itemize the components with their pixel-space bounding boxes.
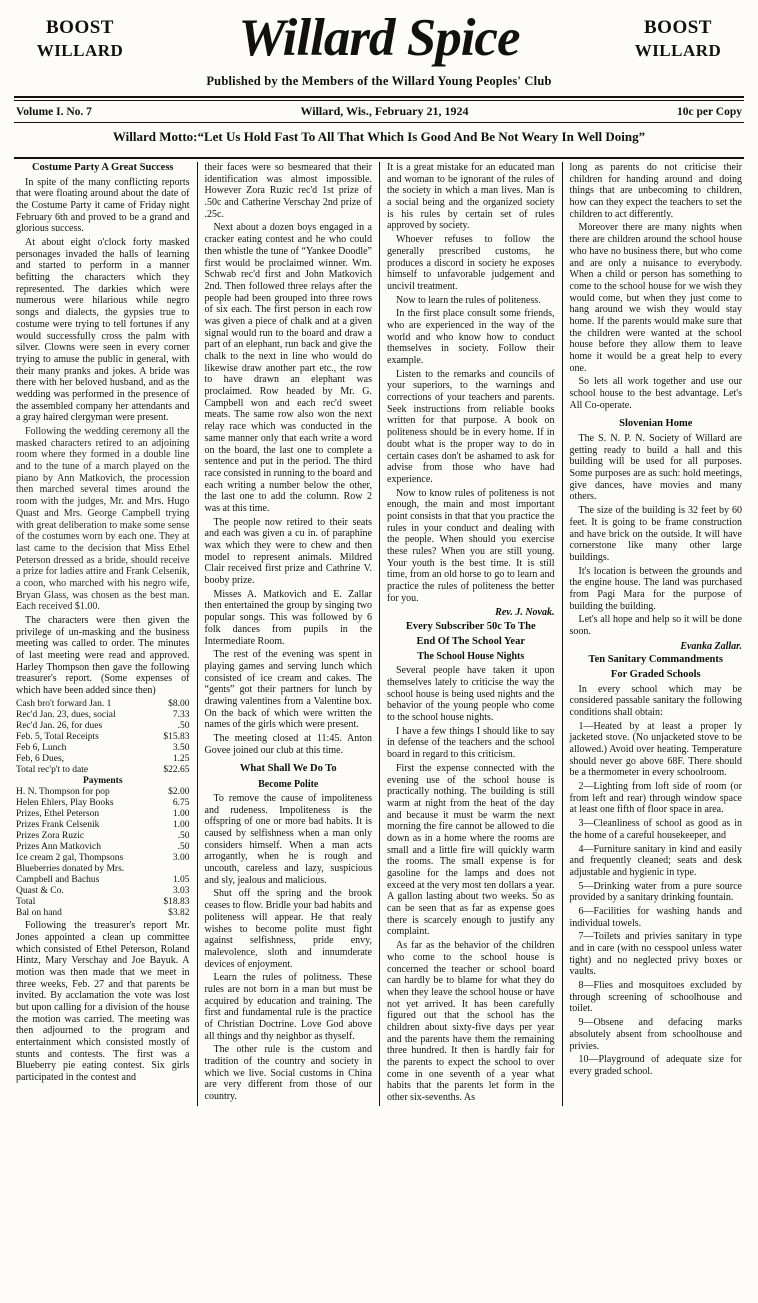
ledger-amount: $15.83 (163, 731, 190, 742)
ledger-row (16, 886, 190, 897)
ledger-amount: 7.33 (172, 709, 190, 720)
list-item: 7—Toilets and privies sanitary in type and in care (with no cesspool unless water tight) and no neglected privy boxes or vaults. (569, 931, 742, 978)
ledger-amount: 1.00 (172, 820, 190, 831)
paragraph: Next about a dozen boys engaged in a cracker eating contest and he who could then whistle the tune of “Yankee Doodle” first would be proclaimed winner. Wm. Schwab rec'd first and John Matkovich 2nd. Then followed three relays after the people had been grouped into three rows of six each. The first person in each row was given a piece of chalk and at a given signal would run to the board and draw a part of an elephant, run back and give the chalk to the next in line who would do likewise draw another part etc., the row to have drawn an elephant was proclaimed. Row headed by Mr. G. Campbell won and each rec'd sweet meats. The same row also won the next relay race which was conducted in the same manner only that each write a word on the board, the last one to complete a sentence and put in the period. The third race consisted in running to the board and each writing a number below the other, the last one to add the column. Row 2 was at this time. (204, 222, 372, 514)
place-date-label: Willard, Wis., February 21, 1924 (300, 104, 469, 118)
list-item: 6—Facilities for washing hands and individual towels. (569, 905, 742, 929)
ledger-amount: 1.25 (172, 753, 190, 764)
paragraph: Misses A. Matkovich and E. Zallar then entertained the group by singing two popular songs. This was followed by 6 folk dances from pupils in the Intermediate Room. (204, 588, 372, 647)
ledger-amount: 1.05 (172, 875, 190, 886)
paragraph: Following the treasurer's report Mr. Jones appointed a clean up committee which consisted of Ethel Peterson, Roland Hintz, Mary Verschay and Joe Bayuk. A motion was then made that we meet in three weeks, Feb. 27 and that parents be invited. By acclamation the vote was lost but upon calling for a division of the house the motion was carried. The meeting was then adjourned to the program and entertainment which consisted mostly of stunts and contests. The first was a Blueberry pie eating contest. Six girls participated in the contest and (16, 920, 190, 1084)
paragraph: In spite of the many conflicting reports that were floating around about the date of the Costume Party it came of Friday night February 6th and proved to be a grand and glorious success. (16, 176, 190, 235)
ledger-label: Helen Ehlers, Play Books (16, 797, 114, 808)
ledger-row (16, 842, 190, 853)
boost-right-line2: WILLARD (634, 40, 722, 60)
ledger-row (16, 864, 190, 875)
byline: Rev. J. Novak. (495, 607, 555, 619)
boost-right (618, 16, 738, 61)
motto: Willard Motto:“Let Us Hold Fast To All That Which Is Good And Be Not Weary In Well Doing” (112, 129, 646, 144)
paragraph: In the first place consult some friends, who are experienced in the way of the world and who know how to conduct themselves in society. Follow their example. (387, 308, 555, 366)
ledger-label: Campbell and Bachus (16, 875, 100, 886)
ledger-amount: 1.00 (172, 809, 190, 819)
price-label: 10c per Copy (677, 105, 742, 118)
ledger-amount: .50 (177, 842, 190, 853)
paragraph: It is a great mistake for an educated man and woman to be ignorant of the rules of the society in which a man lives. Man is a social being and the organized society is his rules by certain set of rules approved by society. (387, 162, 555, 232)
headline-costume-party: Costume Party A Great Success (31, 162, 174, 173)
ledger-row (16, 732, 190, 743)
ledger-row (16, 809, 190, 820)
boost-right-line1: BOOST (644, 17, 712, 38)
paragraph: The rest of the evening was spent in playing games and serving lunch which consisted of ice cream and cakes. The “gents” got their partners for lunch by drawing valentines from a Valentine box. On the back of which were written the names of the girls which were present. (204, 649, 372, 731)
ledger-label: Prizes Zora Ruzic (16, 831, 85, 842)
headline-for-graded-schools: For Graded Schools (610, 669, 701, 680)
ledger-amount: 6.75 (172, 797, 190, 808)
ledger-amount: $2.00 (168, 786, 190, 797)
subheadline-become-polite: Become Polite (258, 778, 319, 790)
paragraph: To remove the cause of impoliteness and rudeness. Impoliteness is the offspring of one or more bad habits. It is caused by selfishness when a man only considers himself. When a man acts arrogantly, when he is rough and uncouth, careless and lazy, suspicious and sly, jealous and malicious. (204, 792, 372, 886)
subheadline-school-house-nights: The School House Nights (417, 651, 525, 663)
headline-subscriber-notice-line2: End Of The School Year (416, 635, 526, 647)
ledger-label: Rec'd Jan. 23, dues, social (16, 709, 116, 720)
headline-ten-sanitary-commandments: Ten Sanitary Commandments (588, 654, 723, 666)
paragraph: As far as the behavior of the children who come to the school house is concerned the teacher or school board can hardly be to blame for what they do when they leave the school house or have not yet arrived. It has been carefully figured out that the school has the children about sixty-five days per year and the parents have them the remaining three hundred. It then is hardly fair for the parents to expect the school to over come in one seventh of a year what habits that the parents let form in the other six-sevenths. As (387, 940, 555, 1104)
headline-slovenian-home: Slovenian Home (619, 418, 693, 430)
ledger-amount: $8.00 (168, 698, 190, 709)
list-item: 1—Heated by at least a proper ly jacketed stove. (No unjacketed stove to be allowed.) Avoid over heating. Temperature should never go above 68F. There should be a thermometer in every schoolroom. (569, 720, 742, 779)
paragraph: Whoever refuses to follow the generally prescribed customs, he produces a discord in society he exposes himself to unfavorable judgement and uncivil treatment. (387, 234, 555, 292)
treasurer-receipts-ledger (16, 699, 190, 919)
ledger-label: Feb, 6 Dues, (16, 753, 65, 764)
volume-label: Volume I. No. 7 (16, 105, 92, 118)
column-3 (379, 162, 562, 1106)
ledger-amount: 3.00 (172, 853, 190, 864)
paragraph: The people now retired to their seats and each was given a cu in. of paraphine wax which they were to chew and then model to represent animals. Mildred Clair received first prize and Cathrine V. booby prize. (204, 516, 372, 587)
ledger-row (16, 699, 190, 710)
ledger-row (16, 831, 190, 842)
list-item: 10—Playground of adequate size for every graded school. (569, 1054, 742, 1077)
ledger-label: Prizes Ann Matkovich (16, 842, 101, 853)
ledger-row (16, 765, 190, 776)
ledger-label: Bal on hand (16, 908, 62, 919)
paragraph: long as parents do not criticise their children for handing around and doing things that are unbecoming to children, how can they expect the teachers to set the children to act differently. (569, 162, 742, 220)
boost-left-line1: BOOST (46, 17, 114, 38)
paragraph: Let's all hope and help so it will be done soon. (569, 614, 742, 638)
ledger-amount: $22.65 (163, 764, 190, 775)
ledger-amount: $18.83 (163, 897, 190, 908)
paragraph: Listen to the remarks and councils of your superiors, to the warnings and corrections of your teachers and parents. Seek instructions from reliable books written for that purpose. A book on politeness should be in every home. If in doubt what is the proper way to do in certain cases don't be ashamed to ask for advise from those who have had experience. (387, 368, 555, 485)
boost-left-line2: WILLARD (36, 40, 124, 60)
paragraph: Now to know rules of politeness is not enough, the main and most important point consists in that that you practice the rules in your conduct and dealing with the people. When should you exercise these rules? When you are still young. Your youth is the best time. It is still time, from an old horse to go to learn and practice the rules of politeness the better for you. (387, 487, 555, 604)
byline: Evanka Zallar. (680, 640, 742, 652)
article-columns (14, 162, 744, 1106)
paragraph: In every school which may be considered passable sanitary the following conditions shall obtain: (569, 683, 742, 718)
paragraph: It's location is between the grounds and the engine house. The land was purchased from Pagi Mara for the purpose of building the building. (569, 565, 742, 612)
ledger-row (16, 897, 190, 908)
ledger-row (16, 721, 190, 732)
ledger-row (16, 798, 190, 809)
paragraph: Several people have taken it upon themselves lately to criticise the way the school house is being used nights and the behavior of the young people who come to the school house nights. (387, 665, 555, 724)
list-item: 5—Drinking water from a pure source provided by a sanitary drinking fountain. (569, 880, 742, 904)
paragraph: their faces were so besmeared that their identification was almost impossible. However Zora Ruzic rec'd 1st prize of .50c and Catherine Verschay 2nd prize of .25c. (204, 162, 372, 220)
list-item: 2—Lighting from loft side of room (or from left and rear) through window space at least one fifth of floor space in area. (569, 781, 742, 816)
ledger-row (16, 853, 190, 864)
ledger-label: Rec'd Jan. 26, for dues (16, 720, 103, 731)
list-item: 8—Flies and mosquitoes excluded by through screening of schoolhouse and toilet. (569, 980, 742, 1015)
list-item: 9—Obsene and defacing marks absolutely absent from schoolhouse and privies. (569, 1017, 742, 1052)
paragraph: At about eight o'clock forty masked personages invaded the halls of learning and started to perform in a manner befitting the characters which they represented. The darkies which were numerous were hilarious while negro songs and dialects, the gypsies true to costume were trying to tell fortunes if any would successfully cross the palm with silver. Clowns were seen in every corner trying to amuse the public in general, with their many pranks and jokes. A bride was there with her beloved husband, and as the wedding was performed in the presence of the assembled company her attendants and a gray haired clergyman were present. (16, 237, 190, 424)
ledger-amount: .50 (177, 720, 190, 731)
ledger-row (16, 754, 190, 765)
masthead-subtitle: Published by the Members of the Willard Young Peoples' Club (206, 74, 552, 88)
paragraph: The meeting closed at 11:45. Anton Govee joined our club at this time. (204, 733, 372, 756)
list-item: 4—Furniture sanitary in kind and easily and frequently cleaned; seats and desk adjustable and hygienic in type. (569, 843, 742, 878)
ledger-label: H. N. Thompson for pop (16, 786, 110, 797)
newspaper-title: Willard Spice (238, 9, 520, 67)
ledger-label: Prizes, Ethel Peterson (16, 809, 100, 819)
ledger-label: Cash bro't forward Jan. 1 (16, 698, 112, 709)
ledger-row (16, 710, 190, 721)
ledger-label: Ice cream 2 gal, Thompsons (16, 853, 124, 864)
headline-subscriber-notice: Every Subscriber 50c To The (405, 621, 536, 633)
column-1 (14, 162, 197, 1106)
paragraph: So lets all work together and use our school house to the best advantage. Let's All Co-operate. (569, 376, 742, 411)
paragraph: The S. N. P. N. Society of Willard are getting ready to build a hall and this building will be used for all purposes. Some purposes are as such: hold meetings, give dances, have movies and many others. (569, 433, 742, 503)
ledger-amount: .50 (177, 831, 190, 842)
paragraph: Following the wedding ceremony all the masked characters retired to an adjoining room where they formed in a double line and to the tune of a march played on the piano by Ann Matkovich, the procession then marched several times around the room with the judges, Mr. and Mrs. Hugo Quast and Mrs. George Campbell trying with great deliberation to make some sense of the costumes worn by each one. They at last came to the decision that Miss Ethel Peterson dressed as a bride, should receive a prize for ladies attire and Frank Celsenik, a coon, who marched with his negro wife, Bryan Glass, was chosen as the best man. Each received $1.00. (16, 426, 190, 613)
payments-header: Payments (82, 775, 123, 786)
headline-what-shall-we-do: What Shall We Do To (239, 763, 337, 775)
column-4 (562, 162, 745, 1106)
masthead (14, 10, 744, 65)
ledger-label: Total rec'p't to date (16, 764, 89, 775)
ledger-label: Prizes Frank Celsenik (16, 820, 100, 831)
ledger-label: Blueberries donated by Mrs. (16, 864, 125, 875)
paragraph: First the expense connected with the evening use of the school house is practically nothing. The building is still warm at night from the heat of the day and because it must be warm the next morning the fire cannot be allowed to die down as in a home where the rooms are small and a little fire will quickly warm the rooms. The small expense is for gasoline for the lamps and does not exceed at the very most ten dollars a year. A gallon lasting about two weeks. So as can be seen that as far as expense goes there is scarcely enough to justify any complaint. (387, 762, 555, 938)
ledger-amount: $3.82 (168, 908, 190, 919)
ledger-row (16, 908, 190, 919)
list-item: 3—Cleanliness of school as good as in the home of a careful housekeeper, and (569, 818, 742, 841)
ledger-amount: 3.03 (172, 886, 190, 897)
column-2 (197, 162, 380, 1106)
ledger-label: Quast & Co. (16, 886, 64, 897)
ledger-label: Feb. 5, Total Receipts (16, 731, 99, 742)
boost-left (20, 16, 140, 61)
ledger-amount: 3.50 (172, 742, 190, 753)
paragraph: I have a few things I should like to say in defense of the teachers and the school board in regard to this criticism. (387, 725, 555, 761)
ledger-label: Feb 6, Lunch (16, 742, 67, 753)
motto-rule (14, 157, 744, 159)
issue-infobar (14, 101, 744, 122)
ledger-row (16, 787, 190, 798)
paragraph: Shut off the spring and the brook ceases to flow. Bridle your bad habits and politeness will appear. He that realy wishes to become polite must fight against selfishness, pride envy, malevolence, sloth and innumderate devices of enjoyment. (204, 888, 372, 970)
paragraph: Now to learn the rules of politeness. (396, 294, 541, 306)
ledger-label: Total (16, 897, 36, 908)
paragraph: The size of the building is 32 feet by 60 feet. It is going to be frame construction and have brick on the outside. It will have cornerstone like many other large buildings. (569, 505, 742, 563)
sanitary-commandments-list (570, 721, 743, 1078)
paragraph: Moreover there are many nights when there are children around the school house who have no business there, but who come and are only a nuisance to everybody. When a child or person has something to come to the school house for we wish they would come, but when they just come to hang around we wish they would stay home. If the parents would make sure that the children were wanted at the school house before they allow them to leave home it would be a great help to every one. (569, 222, 742, 374)
ledger-row (16, 820, 190, 831)
ledger-row (16, 875, 190, 886)
ledger-row (16, 743, 190, 754)
paragraph: The other rule is the custom and tradition of the country and society in which we live. Social customs in China are very different from those of our country. (204, 1044, 372, 1103)
paragraph: Learn the rules of politness. These rules are not born in a man but must be acquired by education and training. The first and fundamental rule is the practice of Christian Doctrine. Love God above all things and thy neighbor as thyself. (204, 972, 372, 1042)
paragraph: The characters were then given the privilege of un-masking and the business meeting was called to order. The minutes of last meeting were read and approved. Harley Thompson then gave the following treasurer's report. (Some expenses of which have been added since then) (16, 615, 190, 697)
